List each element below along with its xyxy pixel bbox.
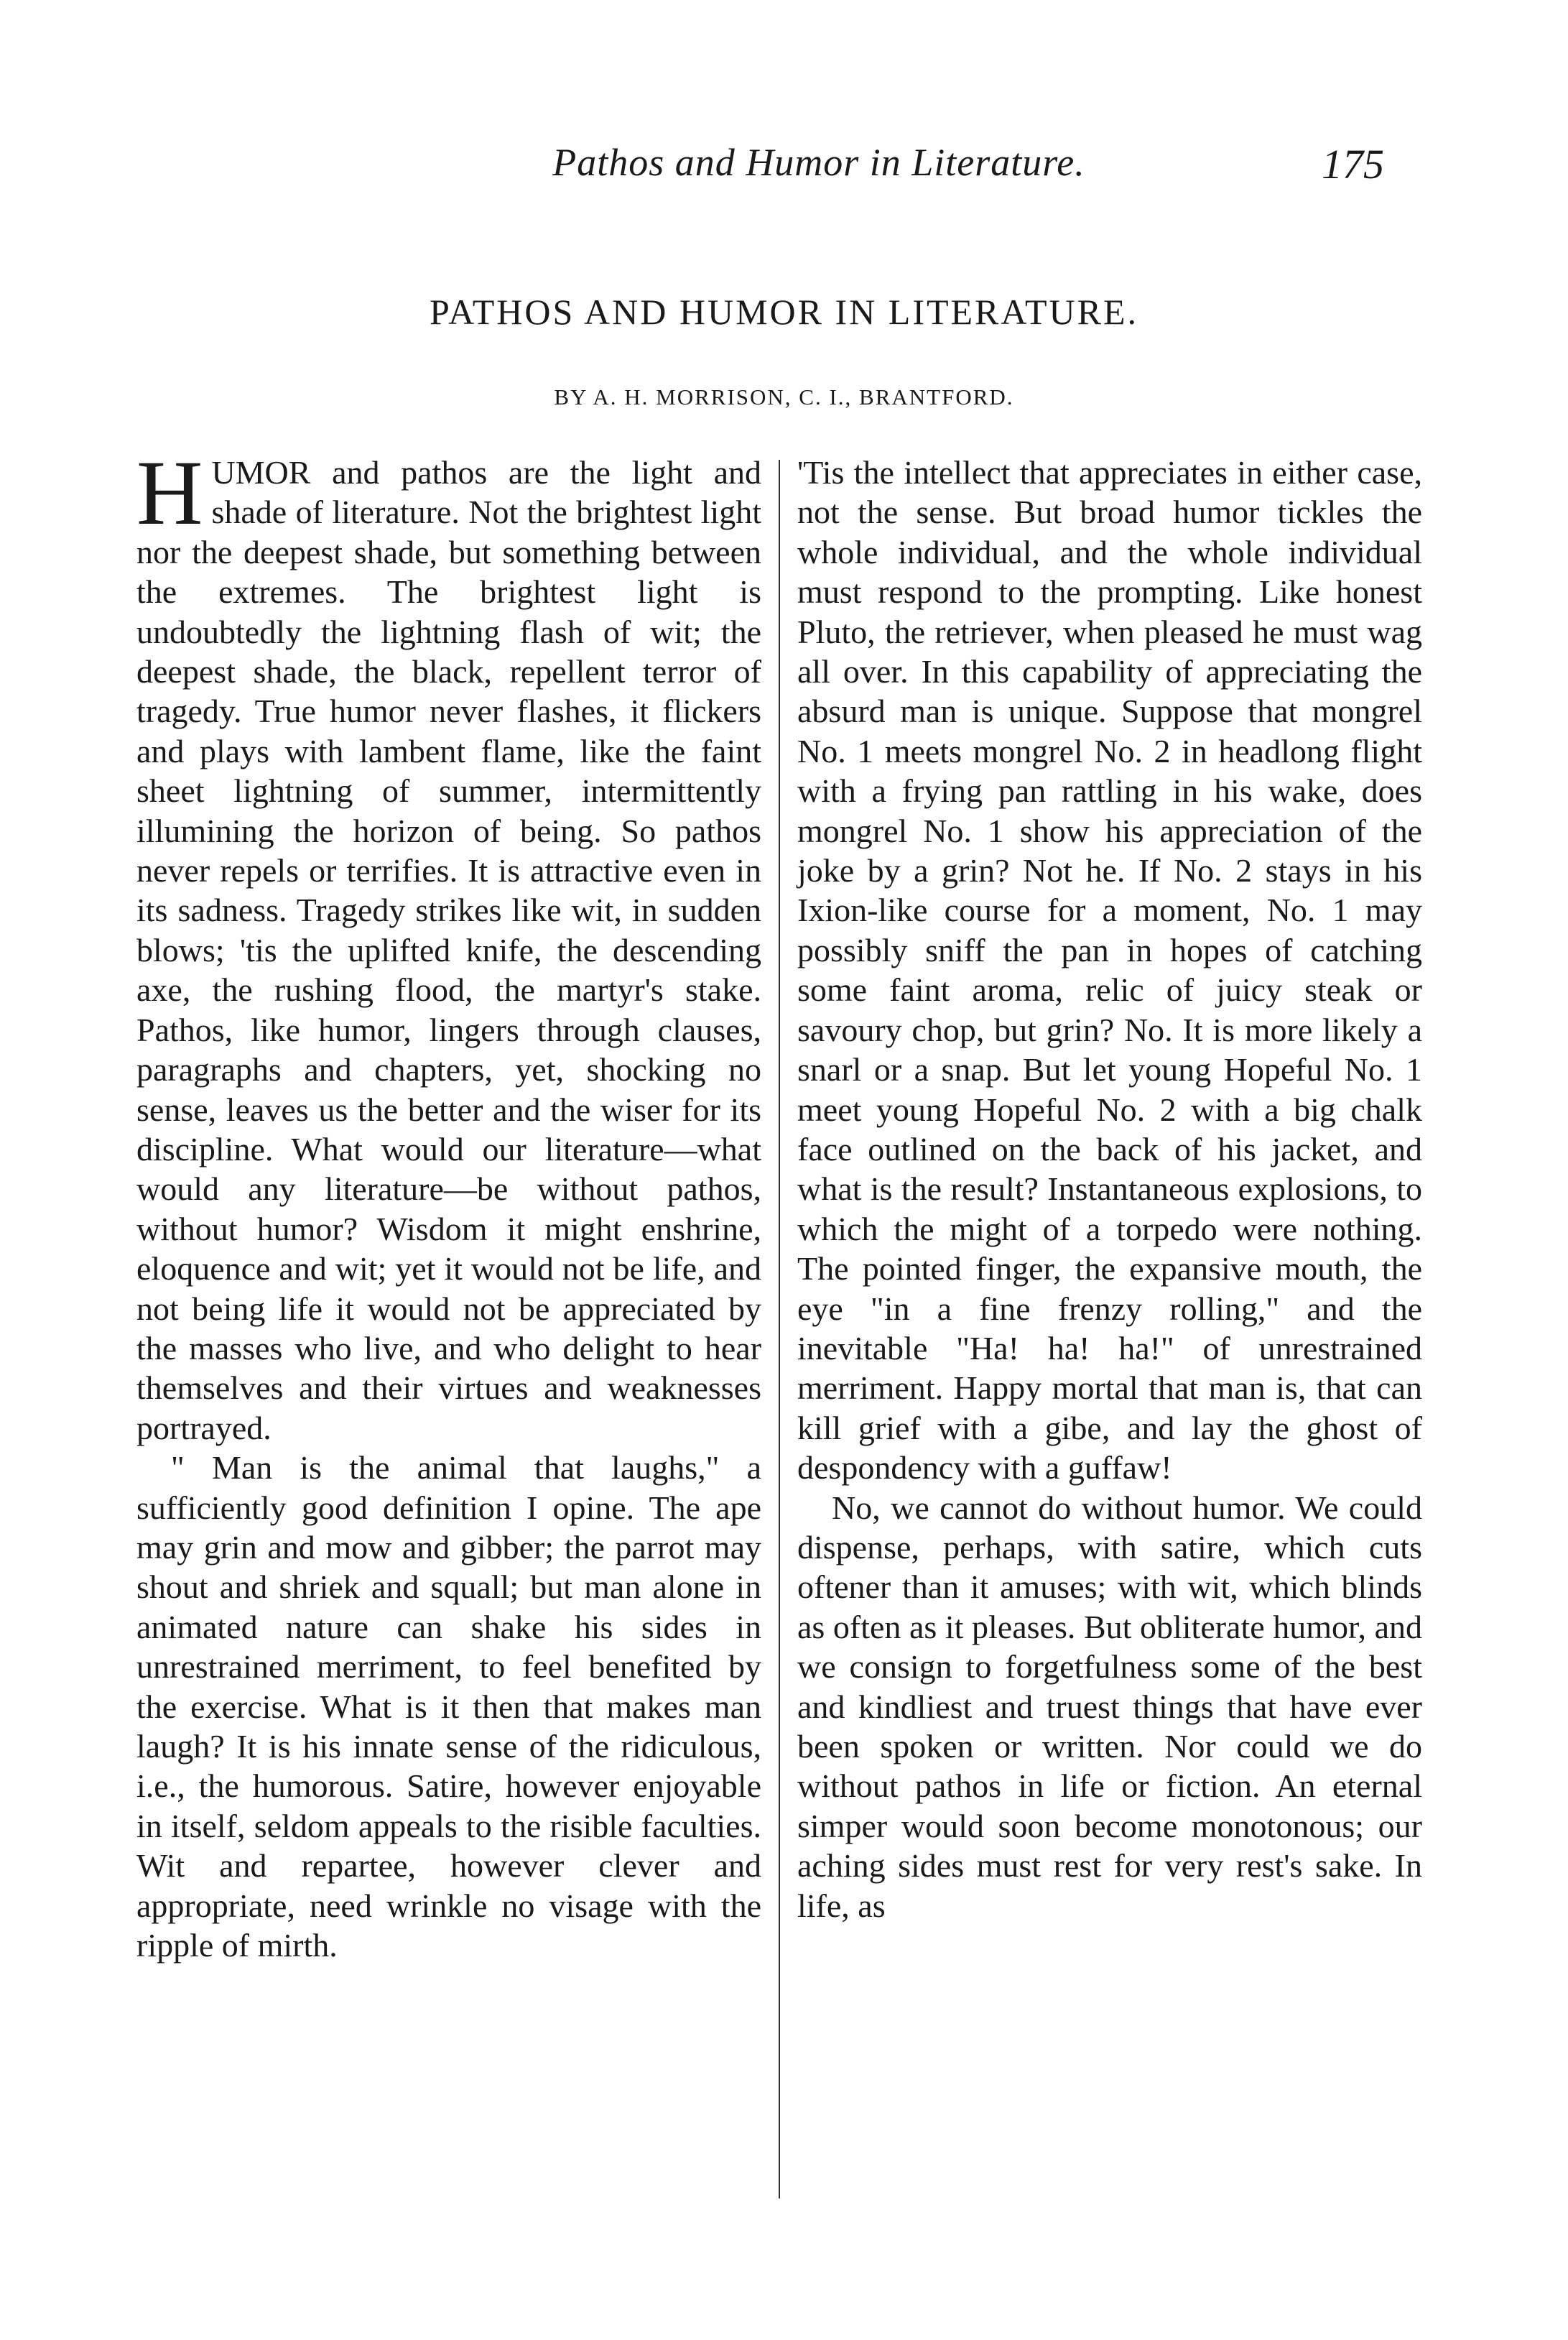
right-column (797, 453, 1422, 1925)
paragraph-text: UMOR and pathos are the light and shade of literature. Not the brightest light nor the deepest shade, but something between the extremes. The brightest light is undoubtedly the lightning flash of wit; the deepest shade, the black, repellent terror of tragedy. True humor never flashes, it flickers and plays with lambent flame, like the faint sheet lightning of summer, intermittently illumining the horizon of being. So pathos never repels or terrifies. It is attractive even in its sadness. Tragedy strikes like wit, in sudden blows; 'tis the uplifted knife, the descending axe, the rushing flood, the martyr's stake. Pathos, like humor, lingers through clauses, paragraphs and chapters, yet, shocking no sense, leaves us the better and the wiser for its discipline. What would our literature—what would any literature—be without pathos, without humor? Wisdom it might enshrine, eloquence and wit; yet it would not be life, and not being life it would not be appreciated by the masses who live, and who delight to hear themselves and their virtues and weaknesses portrayed. (136, 454, 761, 1446)
paragraph (136, 442, 761, 1448)
page-number: 175 (1322, 141, 1384, 188)
paragraph: No, we cannot do without humor. We could dispense, perhaps, with satire, which cuts oftener than it amuses; with wit, which blinds as often as it pleases. But obliterate humor, and we consign to forgetfulness some of the best and kindliest and truest things that have ever been spoken or written. Nor could we do without pathos in life or fiction. An eternal simper would soon become monotonous; our aching sides must rest for very rest's sake. In life, as (797, 1489, 1422, 1924)
running-title: Pathos and Humor in Literature. (552, 141, 1085, 184)
byline: BY A. H. MORRISON, C. I., BRANTFORD. (554, 384, 1014, 410)
drop-cap: H (136, 442, 203, 544)
paragraph: " Man is the animal that laughs," a sufficiently good definition I opine. The ape may grin and mow and gibber; the parrot may shout and shriek and squall; but man alone in animated nature can shake his sides in unrestrained merriment, to feel benefited by the exercise. What is it then that makes man laugh? It is his innate sense of the ridiculous, i.e., the humorous. Satire, however enjoyable in itself, seldom appeals to the risible faculties. Wit and repartee, however clever and appropriate, need wrinkle no visage with the ripple of mirth. (136, 1449, 761, 1964)
article-title: PATHOS AND HUMOR IN LITERATURE. (429, 292, 1139, 332)
column-divider (779, 460, 780, 2198)
paragraph: 'Tis the intellect that appreciates in either case, not the sense. But broad humor tickles the whole individual, and the whole individual must respond to the prompting. Like honest Pluto, the retriever, when pleased he must wag all over. In this capability of appreciating the absurd man is unique. Suppose that mongrel No. 1 meets mongrel No. 2 in headlong flight with a frying pan rattling in his wake, does mongrel No. 1 show his appreciation of the joke by a grin? Not he. If No. 2 stays in his Ixion-like course for a moment, No. 1 may possibly sniff the pan in hopes of catching some faint aroma, relic of juicy steak or savoury chop, but grin? No. It is more likely a snarl or a snap. But let young Hopeful No. 1 meet young Hopeful No. 2 with a big chalk face outlined on the back of his jacket, and what is the result? Instantaneous explosions, to which the might of a torpedo were nothing. The pointed finger, the expansive mouth, the eye "in a fine frenzy rolling," and the inevitable "Ha! ha! ha!" of unrestrained merriment. Happy mortal that man is, that can kill grief with a gibe, and lay the ghost of despondency with a guffaw! (797, 454, 1422, 1486)
left-column (136, 442, 761, 1965)
